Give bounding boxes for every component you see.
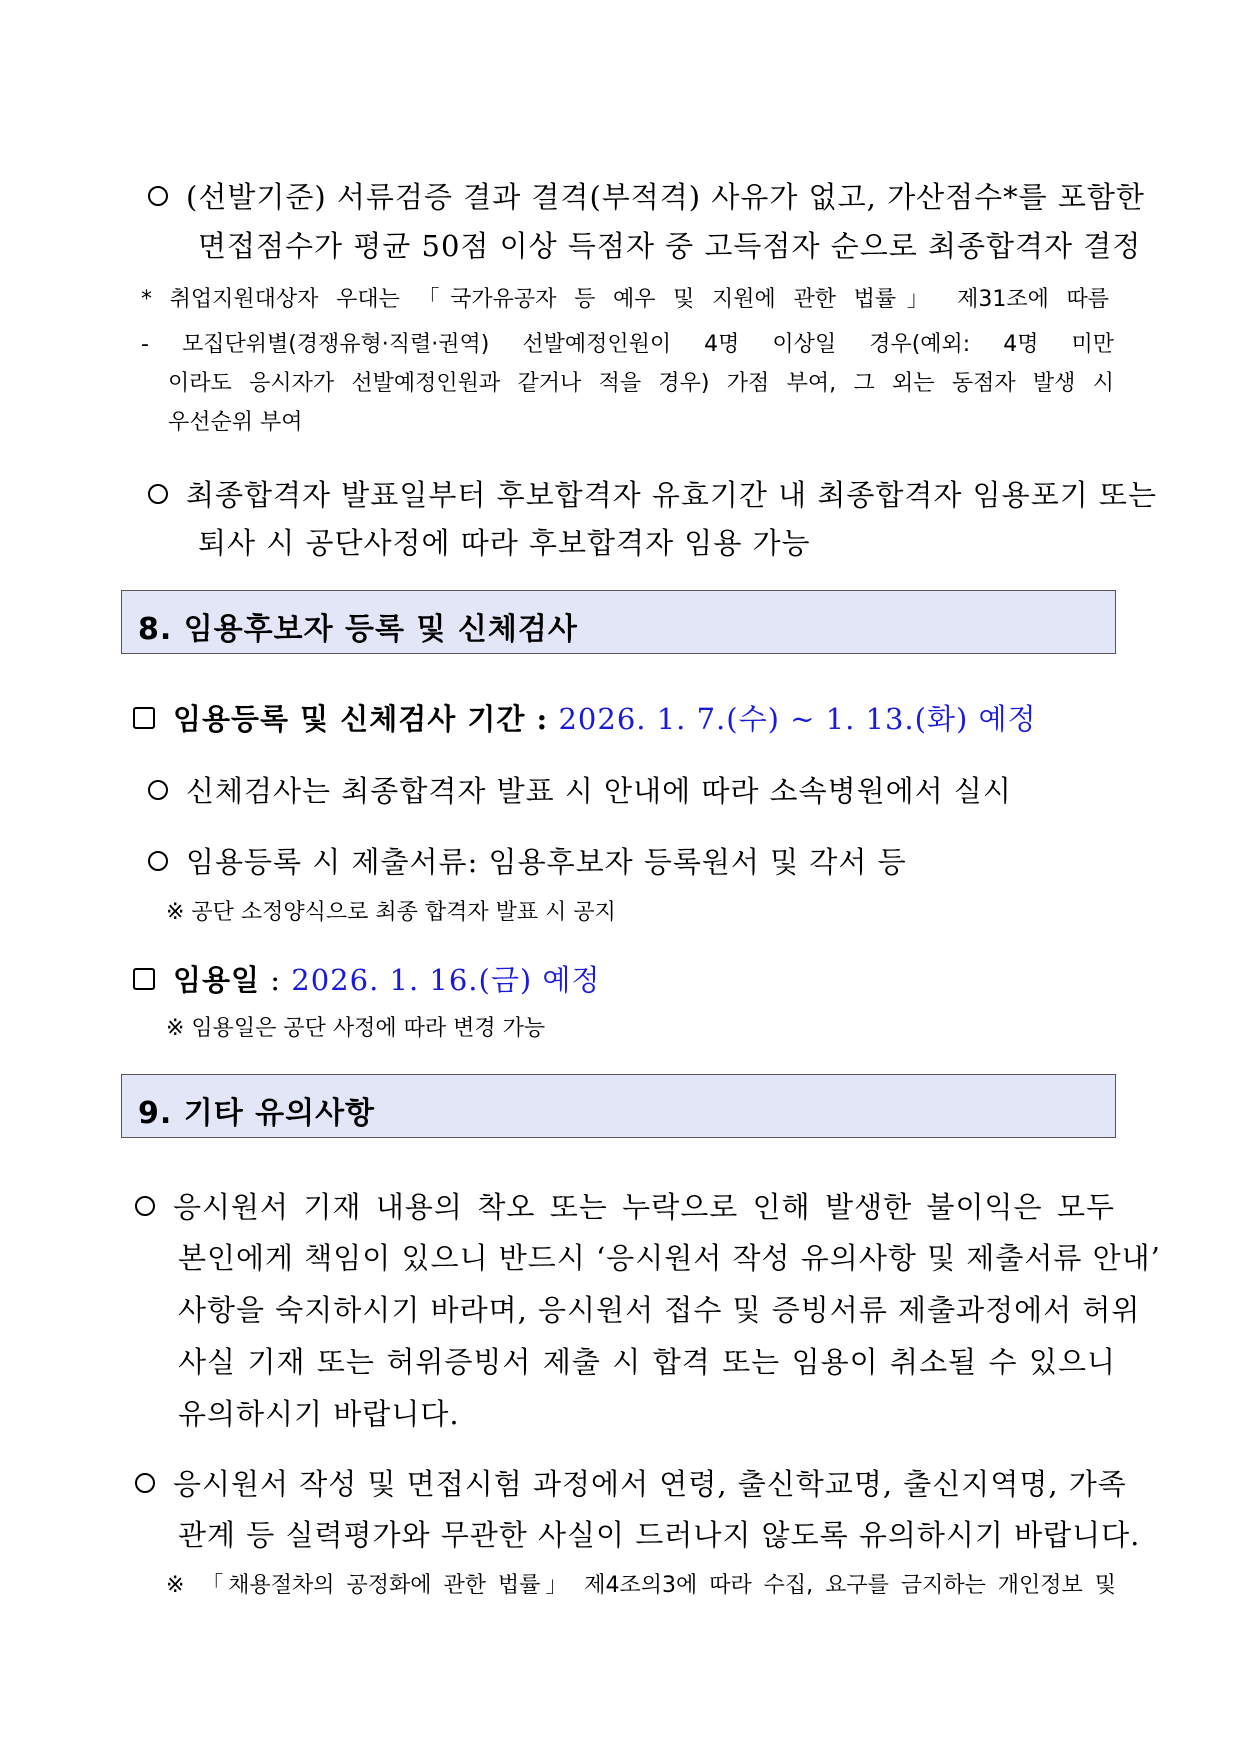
- caution-2-line-2: 관계 등 실력평가와 무관한 사실이 드러나지 않도록 유의하시기 바랍니다.: [178, 1518, 1141, 1552]
- required-documents-sub-note: ※ 공단 소정양식으로 최종 합격자 발표 시 공지: [166, 900, 616, 925]
- selection-criteria-line-2: 면접점수가 평균 50점 이상 득점자 중 고득점자 순으로 최종합격자 결정: [198, 229, 1142, 263]
- circle-bullet-icon: [135, 1196, 155, 1216]
- required-documents-note: 임용등록 시 제출서류: 임용후보자 등록원서 및 각서 등: [148, 840, 907, 881]
- caution-1-line-5: 유의하시기 바랍니다.: [178, 1397, 460, 1431]
- caution-1-line-3: 사항을 숙지하시기 바라며, 응시원서 접수 및 증빙서류 제출과정에서 허위: [178, 1293, 1141, 1327]
- caution-2-sub-note: ※ 「채용절차의 공정화에 관한 법률」 제4조의3에 따라 수집, 요구를 금지하는 개인정보 및: [166, 1573, 1116, 1598]
- tie-break-note-line-1: - 모집단위별(경쟁유형·직렬·권역) 선발예정인원이 4명 이상일 경우(예외: 4명 미만: [141, 332, 1114, 357]
- appointment-date-sub-note: ※ 임용일은 공단 사정에 따라 변경 가능: [166, 1016, 546, 1041]
- appointment-date-value: 2026. 1. 16.(금) 예정: [291, 963, 601, 997]
- tie-break-note-line-2: 이라도 응시자가 선발예정인원과 같거나 적을 경우) 가점 부여, 그 외는 동점자 발생 시: [168, 371, 1114, 396]
- caution-2-line-1: 응시원서 작성 및 면접시험 과정에서 연령, 출신학교명, 출신지역명, 가족: [135, 1462, 1115, 1503]
- circle-bullet-icon: [135, 1473, 155, 1493]
- appointment-date: 임용일 : 2026. 1. 16.(금) 예정: [133, 958, 600, 999]
- circle-bullet-icon: [148, 780, 168, 800]
- selection-criteria-line-1: (선발기준) 서류검증 결과 결격(부적격) 사유가 없고, 가산점수*를 포함한: [148, 175, 1116, 216]
- physical-exam-note: 신체검사는 최종합격자 발표 시 안내에 따라 소속병원에서 실시: [148, 769, 1012, 810]
- caution-1-line-4: 사실 기재 또는 허위증빙서 제출 시 합격 또는 임용이 취소될 수 있으니: [178, 1345, 1116, 1379]
- tie-break-note-line-3: 우선순위 부여: [168, 410, 303, 435]
- circle-bullet-icon: [148, 484, 168, 504]
- reserve-candidate-line-1: 최종합격자 발표일부터 후보합격자 유효기간 내 최종합격자 임용포기 또는: [148, 473, 1116, 514]
- registration-period: 임용등록 및 신체검사 기간 : 2026. 1. 7.(수) ~ 1. 13.(화) 예정: [133, 697, 1037, 738]
- circle-bullet-icon: [148, 186, 168, 206]
- registration-period-value: 2026. 1. 7.(수) ~ 1. 13.(화) 예정: [558, 702, 1037, 736]
- section-9-heading: 9. 기타 유의사항: [138, 1096, 376, 1131]
- section-9-heading-box: [121, 1074, 1116, 1138]
- veteran-preference-note: * 취업지원대상자 우대는 「국가유공자 등 예우 및 지원에 관한 법률」 제31조에 따름: [141, 287, 1109, 312]
- square-bullet-icon: [133, 968, 155, 990]
- section-8-heading-box: [121, 590, 1116, 654]
- caution-1-line-2: 본인에게 책임이 있으니 반드시 ‘응시원서 작성 유의사항 및 제출서류 안내’: [178, 1241, 1161, 1275]
- section-8-heading: 8. 임용후보자 등록 및 신체검사: [138, 612, 578, 647]
- reserve-candidate-line-2: 퇴사 시 공단사정에 따라 후보합격자 임용 가능: [198, 526, 811, 560]
- circle-bullet-icon: [148, 851, 168, 871]
- caution-1-line-1: 응시원서 기재 내용의 착오 또는 누락으로 인해 발생한 불이익은 모두: [135, 1185, 1115, 1226]
- square-bullet-icon: [133, 707, 155, 729]
